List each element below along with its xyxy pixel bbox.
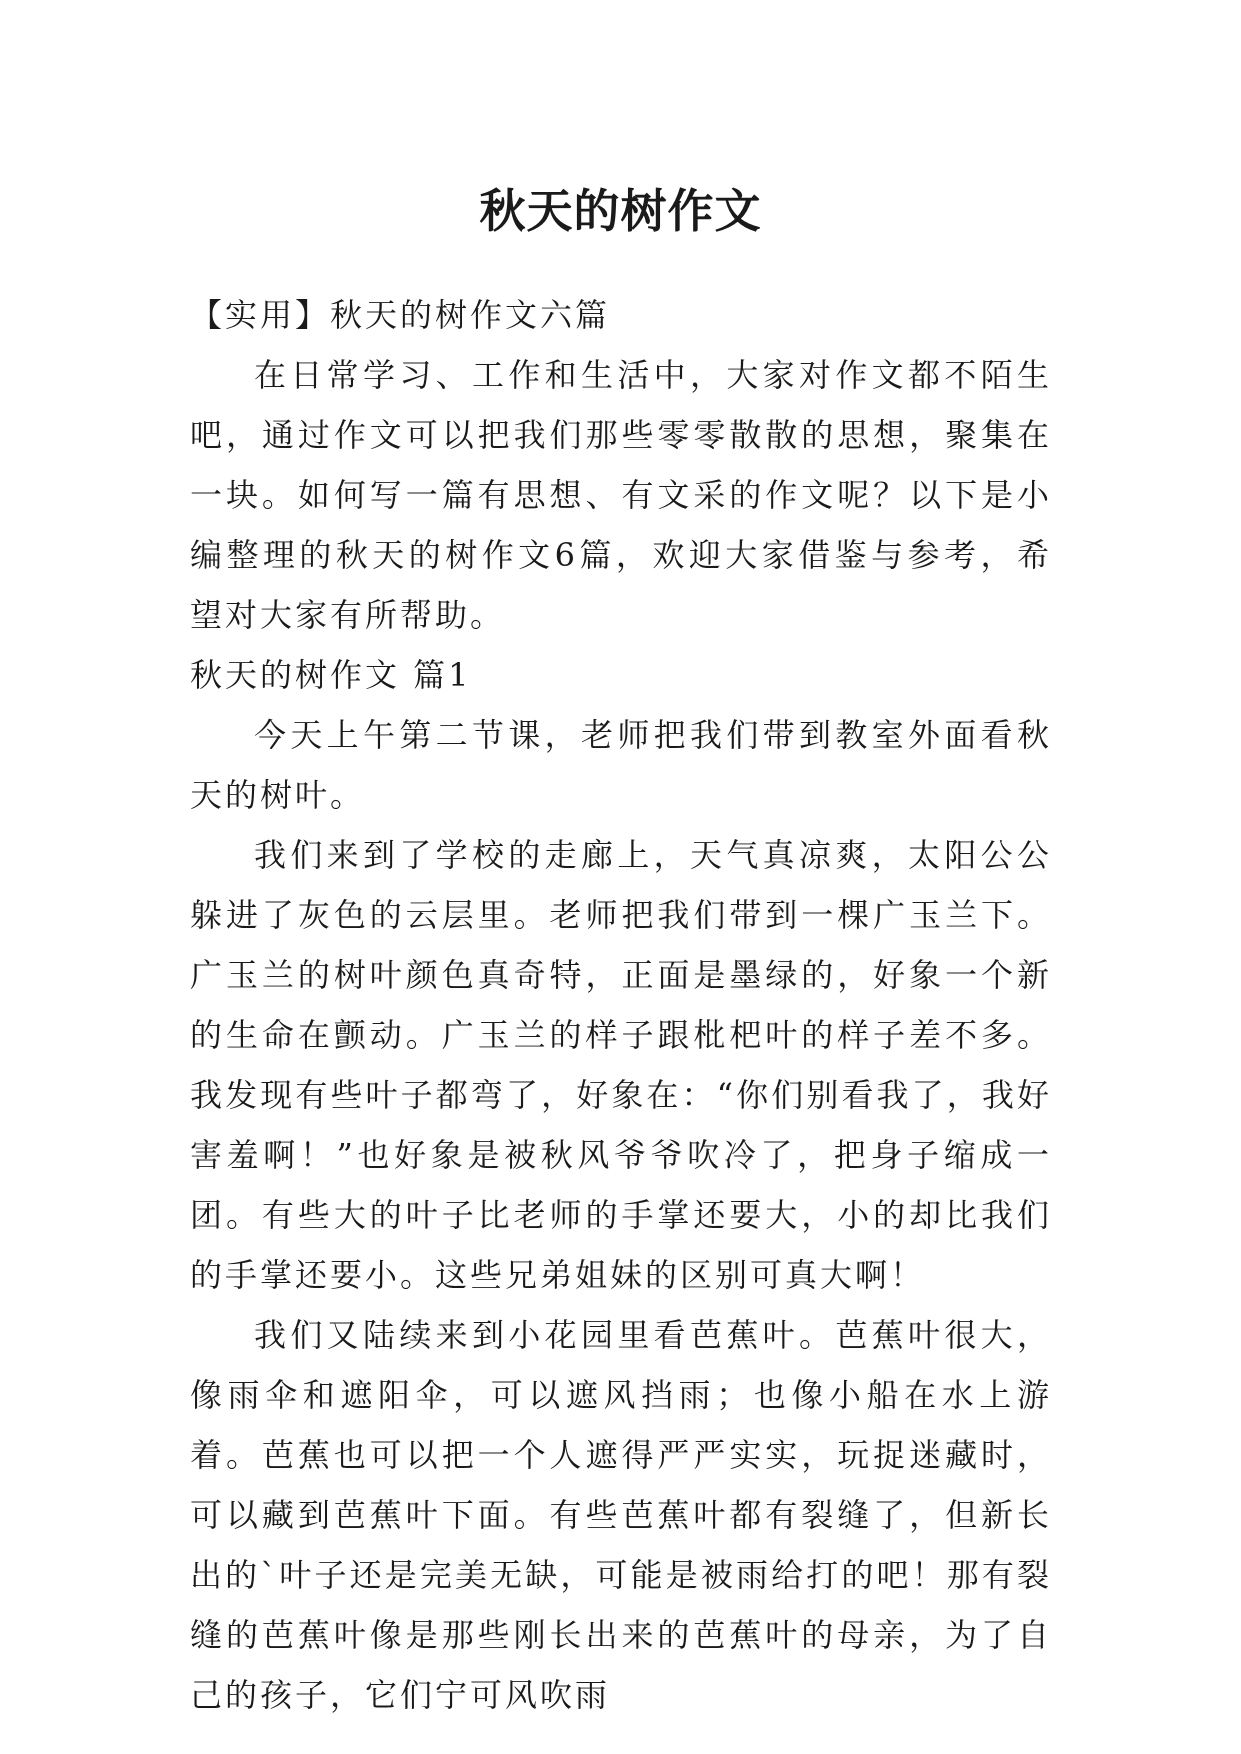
- body-paragraph: 我们又陆续来到小花园里看芭蕉叶。芭蕉叶很大，像雨伞和遮阳伞，可以遮风挡雨；也像小船在水上游着。芭蕉也可以把一个人遮得严严实实，玩捉迷藏时，可以藏到芭蕉叶下面。有些芭蕉叶都有裂缝了，但新长出的`叶子还是完美无缺，可能是被雨给打的吧！那有裂缝的芭蕉叶像是那些刚长出来的芭蕉叶的母亲，为了自己的孩子，它们宁可风吹雨: [190, 1316, 1052, 1714]
- document-body: [190, 285, 1052, 1725]
- section-heading: 秋天的树作文 篇1: [190, 656, 472, 694]
- body-paragraph: 今天上午第二节课，老师把我们带到教室外面看秋天的树叶。: [190, 716, 1052, 814]
- subtitle-line: 【实用】秋天的树作文六篇: [190, 296, 611, 334]
- document-title: 秋天的树作文: [479, 183, 762, 238]
- body-paragraph: 我们来到了学校的走廊上，天气真凉爽，太阳公公躲进了灰色的云层里。老师把我们带到一棵广玉兰下。广玉兰的树叶颜色真奇特，正面是墨绿的，好象一个新的生命在颤动。广玉兰的样子跟枇杷叶的样子差不多。我发现有些叶子都弯了，好象在：“你们别看我了，我好害羞啊！”也好象是被秋风爷爷吹冷了，把身子缩成一团。有些大的叶子比老师的手掌还要大，小的却比我们的手掌还要小。这些兄弟姐妹的区别可真大啊！: [190, 836, 1052, 1294]
- intro-paragraph: 在日常学习、工作和生活中，大家对作文都不陌生吧，通过作文可以把我们那些零零散散的思想，聚集在一块。如何写一篇有思想、有文采的作文呢？以下是小编整理的秋天的树作文6篇，欢迎大家借鉴与参考，希望对大家有所帮助。: [190, 356, 1052, 634]
